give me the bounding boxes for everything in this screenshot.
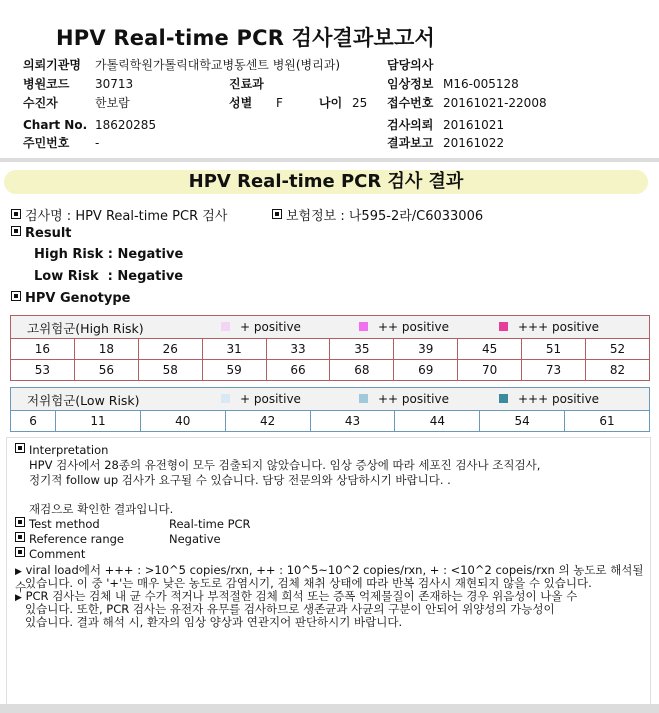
sex-value: F (276, 96, 283, 110)
high-risk-header: 고위험군(High Risk) (27, 321, 144, 336)
swatch-icon (221, 322, 230, 331)
receipt-value: 20161021-22008 (443, 96, 547, 110)
legend-plus-1: + positive (221, 317, 301, 337)
legend-plus-3: +++ positive (499, 317, 599, 337)
bullet-square-icon (11, 226, 21, 236)
genotype-cell: 45 (458, 339, 522, 360)
genotype-cell: 82 (586, 360, 650, 381)
low-risk-result: Low Risk : Negative (34, 269, 184, 284)
genotype-cell: 70 (458, 360, 522, 381)
hospital-label: 의뢰기관명 (23, 58, 81, 72)
code-value: 30713 (95, 77, 134, 91)
triangle-bullet-icon: ▶ (15, 593, 22, 603)
test-name: 검사명 : HPV Real-time PCR 검사 (25, 209, 228, 224)
swatch-icon (221, 394, 230, 403)
insurance-info: 보험정보 : 나595-2라/C6033006 (286, 209, 484, 224)
chart-label: Chart No. (23, 118, 88, 132)
header-divider (0, 158, 659, 162)
genotype-cell: 59 (202, 360, 266, 381)
patient-value: 한보람 (95, 96, 130, 110)
hospital-value: 가톨릭학원가톨릭대학교병동센트 병원(병리과) (95, 58, 341, 72)
id-label: 주민번호 (23, 136, 70, 150)
interpretation-heading: Interpretation (29, 443, 109, 457)
genotype-heading: HPV Genotype (25, 291, 131, 306)
table-header-row (11, 316, 650, 339)
bullet-square-icon (15, 517, 25, 527)
comment-label: Comment (29, 547, 86, 561)
genotype-cell: 33 (266, 339, 330, 360)
genotype-cell: 69 (394, 360, 458, 381)
genotype-cell: 68 (330, 360, 394, 381)
table-row (11, 360, 650, 381)
receipt-label: 접수번호 (387, 96, 434, 110)
sex-label: 성별 (229, 96, 253, 110)
test-method-row (15, 517, 100, 532)
chart-value: 18620285 (95, 118, 157, 132)
bullet-square-icon (272, 209, 282, 219)
interpretation-heading-row (15, 443, 108, 458)
genotype-cell: 39 (394, 339, 458, 360)
interpretation-box (6, 437, 651, 705)
table-header-row (11, 388, 650, 411)
swatch-icon (499, 394, 508, 403)
genotype-cell: 42 (225, 411, 310, 432)
high-risk-table (10, 315, 650, 381)
age-label: 나이 (319, 96, 343, 110)
genotype-cell: 18 (74, 339, 138, 360)
genotype-cell: 6 (11, 411, 56, 432)
genotype-cell: 54 (480, 411, 565, 432)
banner-title: HPV Real-time PCR 검사 결과 (188, 171, 464, 192)
genotype-cell: 58 (138, 360, 202, 381)
report-title: HPV Real-time PCR 검사결과보고서 (56, 26, 435, 50)
comment-line: 있습니다. 결과 해석 시, 환자의 임상 양상과 연관지어 판단하시기 바랍니다. (25, 615, 403, 629)
reference-range-value: Negative (169, 532, 221, 546)
genotype-cell: 56 (74, 360, 138, 381)
doctor-label: 담당의사 (387, 58, 434, 72)
result-heading: Result (25, 226, 72, 241)
code-label: 병원코드 (23, 77, 70, 91)
comment-line: ▶ viral load에서 +++ : >10^5 copies/rxn, ++ : 10^5~10^2 copies/rxn, + : <10^2 copeis/rxn 의 농도로 해석될 수 (15, 563, 644, 594)
genotype-cell: 40 (140, 411, 225, 432)
genotype-cell: 26 (138, 339, 202, 360)
genotype-cell: 31 (202, 339, 266, 360)
genotype-cell: 35 (330, 339, 394, 360)
age-value: 25 (352, 96, 368, 110)
comment-line: 있습니다. 또한, PCR 검사는 유전자 유무를 검사하므로 생존균과 사균의 구분이 안되어 위양성의 가능성이 (25, 602, 555, 616)
result-banner (4, 170, 648, 194)
genotype-cell: 61 (565, 411, 650, 432)
header-info (0, 0, 659, 160)
bullet-square-icon (11, 209, 21, 219)
interpretation-line: 정기적 follow up 검사가 요구될 수 있습니다. 담당 전문의와 상담하시기 바랍니다. . (29, 473, 451, 487)
genotype-cell: 66 (266, 360, 330, 381)
table-row (11, 411, 650, 432)
interpretation-line: HPV 검사에서 28종의 유전형이 모두 검출되지 않았습니다. 임상 증상에 따라 세포진 검사나 조직검사, (29, 458, 541, 472)
report-value: 20161022 (443, 136, 505, 150)
bottom-divider (0, 704, 659, 713)
genotype-cell: 11 (56, 411, 141, 432)
patient-label: 수진자 (23, 96, 58, 110)
genotype-cell: 51 (522, 339, 586, 360)
dept-label: 진료과 (229, 77, 264, 91)
swatch-icon (359, 394, 368, 403)
bullet-square-icon (11, 291, 21, 301)
report-label: 결과보고 (387, 136, 434, 150)
clinical-label: 임상정보 (387, 77, 434, 91)
comment-line: ▶ PCR 검사는 검체 내 균 수가 적거나 부적절한 검체 희석 또는 증폭 억제물질이 존재하는 경우 위음성이 나올 수 (15, 589, 578, 603)
genotype-cell: 53 (11, 360, 75, 381)
result-heading-row (11, 226, 72, 241)
bullet-square-icon (15, 443, 25, 453)
triangle-bullet-icon: ▶ (15, 567, 22, 577)
bullet-square-icon (15, 532, 25, 542)
genotype-cell: 43 (310, 411, 395, 432)
genotype-heading-row (11, 291, 130, 306)
genotype-cell: 16 (11, 339, 75, 360)
test-name-row (11, 205, 227, 224)
genotype-cell: 52 (586, 339, 650, 360)
id-value: - (95, 136, 100, 150)
reference-range-label: Reference range (29, 532, 125, 546)
genotype-cell: 73 (522, 360, 586, 381)
comment-line: 있습니다. 이 중 '+'는 매우 낮은 농도로 감염시기, 검체 채취 상태에 따라 반복 검사시 재현되지 않을 수 있습니다. (25, 576, 592, 590)
request-value: 20161021 (443, 118, 505, 132)
legend-plus-2: ++ positive (359, 389, 449, 409)
low-risk-table (10, 387, 650, 432)
test-method-value: Real-time PCR (169, 517, 251, 531)
comment-row (15, 547, 85, 562)
high-risk-result: High Risk : Negative (34, 247, 184, 262)
swatch-icon (499, 322, 508, 331)
legend-plus-2: ++ positive (359, 317, 449, 337)
legend-plus-3: +++ positive (499, 389, 599, 409)
genotype-cell: 44 (395, 411, 480, 432)
swatch-icon (359, 322, 368, 331)
low-risk-header: 저위험군(Low Risk) (27, 393, 140, 408)
request-label: 검사의뢰 (387, 118, 434, 132)
interpretation-line: 재검으로 확인한 결과입니다. (29, 502, 174, 516)
clinical-value: M16-005128 (443, 77, 519, 91)
table-row (11, 339, 650, 360)
reference-range-row (15, 532, 124, 547)
bullet-square-icon (15, 547, 25, 557)
insurance-row (272, 205, 483, 224)
test-method-label: Test method (29, 517, 100, 531)
legend-plus-1: + positive (221, 389, 301, 409)
